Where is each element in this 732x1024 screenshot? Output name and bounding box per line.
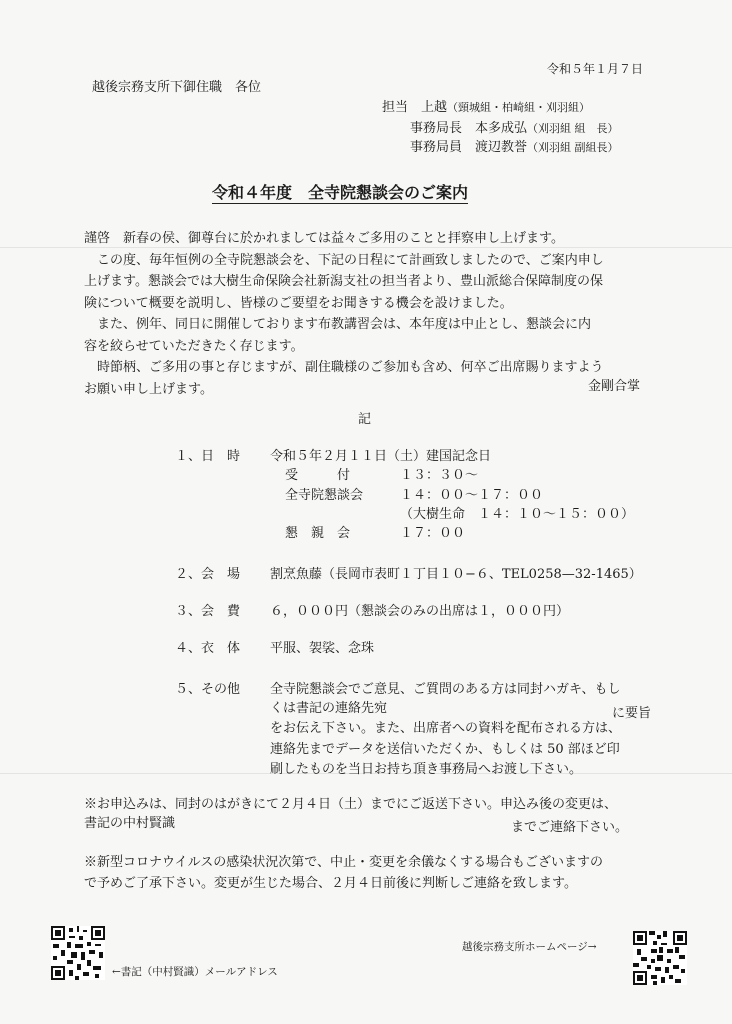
homepage-qr-caption: 越後宗務支所ホームページ→ [462,941,597,953]
body-line: 謹啓 新春の侯、御尊台に於かれましては益々ご多用のことと拝察申し上げます。 [84,231,564,246]
item-date-label: １、日 時 [175,449,241,464]
body-line: 容を絞らせていただきたく存じます。 [84,338,304,354]
addressee: 越後宗務支所下御住職 各位 [92,80,262,95]
schedule-time: （大樹生命 １４：１０～１５：００） [400,507,635,522]
body-line: お願い申し上げます。 [84,381,213,397]
note-line: で予めご了承下さい。変更が生じた場合、２月４日前後に判断しご連絡を致します。 [84,876,577,891]
staff-line-3: 事務局員 渡辺教誉（刈羽組 副組長） [410,140,619,155]
schedule-name: 全寺院懇談会 [285,488,364,503]
body-line: 上げます。懇談会では大樹生命保険会社新潟支社の担当者より、豊山派総合保障制度の保 [84,274,603,289]
schedule-time: １４：００～１７：００ [400,488,544,503]
item-attire-value: 平服、袈裟、念珠 [270,641,375,656]
schedule-time: １７：００ [400,526,466,541]
note-line: 書記の中村賢識 [84,816,176,831]
item-other-line: をお伝え下さい。また、出席者への資料を配布される方は、 [270,721,622,736]
schedule-time: １３：３０～ [400,468,479,483]
item-date-value: 令和５年２月１１日（土）建国記念日 [270,449,492,464]
item-other-line: に要旨 [612,706,652,721]
body-line: 険について概要を説明し、皆様のご要望をお聞きする機会を設けました。 [84,295,513,311]
item-attire-label: ４、衣 体 [175,641,241,656]
note-line: ※お申込みは、同封のはがきにて２月４日（土）までにご返送下さい。申込み後の変更は、 [84,797,618,812]
item-other-line: 連絡先までデータを送信いただくか、もしくは 50 部ほど印 [270,742,620,757]
ki-heading: 記 [358,412,372,427]
item-fee-value: ６，０００円（懇談会のみの出席は１，０００円） [270,604,570,619]
schedule-name: 受 付 [285,468,351,483]
email-qr-code-icon [51,926,105,980]
note-line: までご連絡下さい。 [511,820,629,835]
item-other-line: 刷したものを当日お持ち頂き事務局へお渡し下さい。 [270,762,583,777]
note-line: ※新型コロナウイルスの感染状況次第で、中止・変更を余儀なくする場合もございますの [84,855,603,870]
body-text [84,228,674,400]
date: 令和５年１月７日 [547,62,644,76]
item-venue-label: ２、会 場 [175,567,241,582]
page-title: 令和４年度 全寺院懇談会のご案内 [212,183,469,202]
item-other-line: くは書記の連絡先宛 [270,701,388,716]
item-other-line: 全寺院懇談会でご意見、ご質問のある方は同封ハガキ、もし [270,682,621,697]
body-line: また、例年、同日に開催しております布教講習会は、本年度は中止とし、懇談会に内 [84,317,592,332]
schedule-name: 懇 親 会 [285,526,351,541]
staff-line-2: 事務局長 本多成弘（刈羽組 組 長） [410,121,619,136]
closing-salutation: 金剛合掌 [588,379,641,394]
homepage-qr-code-icon [633,931,687,985]
email-qr-caption: ←書記（中村賢識）メールアドレス [112,966,278,978]
item-fee-label: ３、会 費 [175,604,241,619]
body-line: この度、毎年恒例の全寺院懇談会を、下記の日程にて計画致しましたので、ご案内申し [84,252,604,268]
staff-line-1: 担当 上越（頸城組・柏崎組・刈羽組） [382,100,591,115]
item-other-label: ５、その他 [175,682,241,697]
body-line: 時節柄、ご多用の事と存じますが、副住職様のご参加も含め、何卒ご出席賜りますよう [84,360,604,375]
item-venue-value: 割烹魚藤（長岡市表町１丁目１０−６、TEL0258—32-1465） [270,567,642,582]
